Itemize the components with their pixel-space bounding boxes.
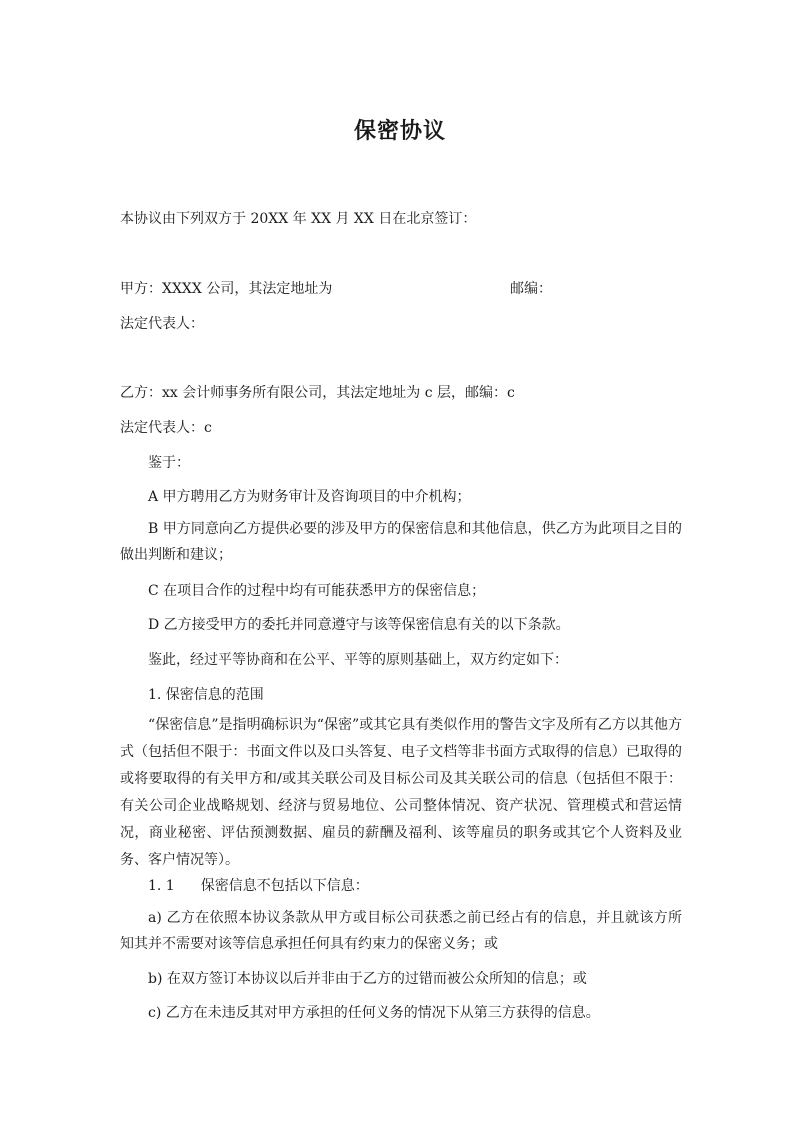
exclusion-item-a: a) 乙方在依照本协议条款从甲方或目标公司获悉之前已经占有的信息，并且就该方所知其并不需要对该等信息承担任何具有约束力的保密义务；或 — [120, 910, 682, 952]
section-1-heading: 1. 保密信息的范围 — [148, 687, 264, 703]
whereas-heading: 鉴于： — [148, 455, 190, 471]
section-1-body: “保密信息”是指明确标识为“保密”或其它具有类似作用的警告文字及所有乙方以其他方式（包括但不限于：书面文件以及口头答复、电子文档等非书面方式取得的信息）已取得的或将要取得的有关甲方和/或其关联公司及目标公司及其关联公司的信息（包括但不限于：有关公司企业战略规划、经济与贸易地位、公司整体情况、资产状况、管理模式和营运情况，商业秘密、评估预测数据、雇员的薪酬及福利、该等雇员的职务或其它个人资料及业务、客户情况等）。 — [120, 717, 682, 868]
intro-text: 本协议由下列双方于 20XX 年 XX 月 XX 日在北京签订： — [120, 211, 477, 227]
party-a-postcode-label: 邮编： — [510, 281, 552, 297]
party-b-representative: 法定代表人：c — [120, 420, 212, 436]
exclusion-item-b: b) 在双方签订本协议以后并非由于乙方的过错而被公众所知的信息；或 — [148, 971, 587, 987]
page-title: 保密协议 — [353, 119, 446, 144]
section-1-1-title: 保密信息不包括以下信息： — [200, 878, 369, 894]
party-b-line: 乙方：xx 会计师事务所有限公司，其法定地址为 c 层，邮编：c — [120, 385, 515, 401]
recital-d: D 乙方接受甲方的委托并同意遵守与该等保密信息有关的以下条款。 — [148, 617, 570, 633]
recital-b: B 甲方同意向乙方提供必要的涉及甲方的保密信息和其他信息，供乙方为此项目之目的做出判断和建议； — [120, 521, 682, 563]
agreement-text: 鉴此，经过平等协商和在公平、平等的原则基础上，双方约定如下： — [148, 652, 568, 668]
section-1-1-number: 1. 1 — [148, 878, 175, 894]
party-a-line: 甲方：XXXX 公司，其法定地址为 — [120, 281, 333, 297]
party-a-representative: 法定代表人： — [120, 316, 204, 332]
recital-a: A 甲方聘用乙方为财务审计及咨询项目的中介机构； — [148, 489, 471, 505]
section-1-1-heading — [148, 876, 369, 896]
recital-c: C 在项目合作的过程中均有可能获悉甲方的保密信息； — [148, 583, 486, 599]
exclusion-item-c: c) 乙方在未违反其对甲方承担的任何义务的情况下从第三方获得的信息。 — [148, 1005, 600, 1021]
